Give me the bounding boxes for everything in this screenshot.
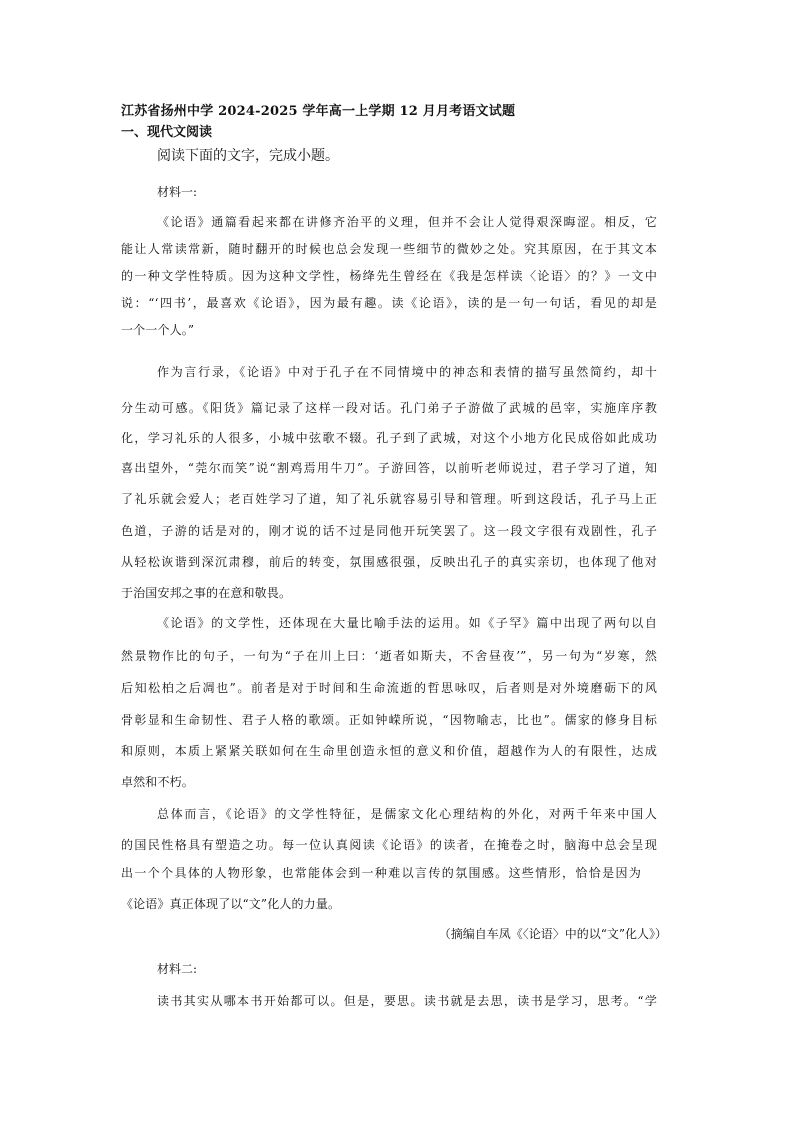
material-one-label: 材料一: [157, 185, 198, 199]
section-heading: 一、现代文阅读 [121, 125, 213, 140]
paragraph-line: 一个一个人。” [121, 323, 195, 337]
paragraph-line: 于治国安邦之事的在意和敬畏。 [121, 586, 292, 600]
source-citation: （摘编自车凤《〈论语〉中的以“文”化人》） [438, 927, 667, 941]
paragraph-line: 分生动可感。《阳货》篇记录了这样一段对话。孔门弟子子游做了武城的邑宰，实施庠序教 [121, 401, 657, 415]
paragraph-line: 的国民性格具有塑造之功。每一位认真阅读《论语》的读者，在掩卷之时，脑海中总会呈现 [121, 838, 657, 852]
paragraph-line: 总体而言，《论语》的文学性特征，是儒家文化心理结构的外化，对两千年来中国人 [157, 807, 657, 821]
paragraph-line: 说：“‘四书’，最喜欢《论语》，因为最有趣。读《论语》，读的是一句一句话，看见的却是 [121, 296, 657, 310]
paragraph-line: 作为言行录，《论语》中对于孔子在不同情境中的神态和表情的描写虽然简约，却十 [157, 365, 657, 379]
paragraph-line: 然景物作比的句子，一句为“子在川上曰：‘逝者如斯夫，不舍昼夜’”，另一句为“岁寒，然 [121, 649, 657, 663]
paragraph-line: 喜出望外，“莞尔而笑”说“割鸡焉用牛刀”。子游回答，以前听老师说过，君子学习了道，知 [121, 461, 657, 475]
paragraph-line: 从轻松诙谐到深沉肃穆，前后的转变，氛围感很强，反映出孔子的真实亲切，也体现了他对 [121, 555, 657, 569]
paragraph-line: 了礼乐就会爱人；老百姓学习了道，知了礼乐就容易引导和管理。听到这段话，孔子马上正 [121, 492, 657, 506]
document-title: 江苏省扬州中学 2024-2025 学年高一上学期 12 月月考语文试题 [121, 104, 516, 119]
paragraph-line: 《论语》的文学性，还体现在大量比喻手法的运用。如《子罕》篇中出现了两句以自 [157, 616, 657, 630]
paragraph-line: 化，学习礼乐的人很多，小城中弦歌不辍。孔子到了武城，对这个小地方化民成俗如此成功 [121, 431, 657, 445]
paragraph-line: 后知松柏之后凋也”。前者是对于时间和生命流逝的哲思咏叹，后者则是对外境磨砺下的风 [121, 681, 657, 695]
paragraph-line: 出一个个具体的人物形象，也常能体会到一种难以言传的氛围感。这些情形，恰恰是因为 [121, 866, 641, 880]
paragraph-line: 骨彰显和生命韧性、君子人格的歌颂。正如钟嵘所说，“因物喻志，比也”。儒家的修身目标 [121, 713, 657, 727]
paragraph-line: 卓然和不朽。 [121, 775, 194, 789]
paragraph-line: 《论语》通篇看起来都在讲修齐治平的义理，但并不会让人觉得艰深晦涩。相反，它 [157, 215, 657, 229]
paragraph-line: 读书其实从哪本书开始都可以。但是，要思。读书就是去思，读书是学习，思考。“学 [157, 994, 657, 1008]
paragraph-line: 《论语》真正体现了以“文”化人的力量。 [121, 897, 341, 911]
instruction-text: 阅读下面的文字，完成小题。 [157, 148, 339, 164]
material-two-label: 材料二: [157, 962, 198, 976]
paragraph-line: 色道，子游的话是对的，刚才说的话不过是同他开玩笑罢了。这一段文字很有戏剧性，孔子 [121, 524, 657, 538]
paragraph-line: 能让人常读常新，随时翻开的时候也总会发现一些细节的微妙之处。究其原因，在于其文本 [121, 242, 657, 256]
paragraph-line: 和原则，本质上紧紧关联如何在生命里创造永恒的意义和价值，超越作为人的有限性，达成 [121, 744, 657, 758]
paragraph-line: 的一种文学性特质。因为这种文学性，杨绛先生曾经在《我是怎样读〈论语〉的？》一文中 [121, 269, 657, 283]
